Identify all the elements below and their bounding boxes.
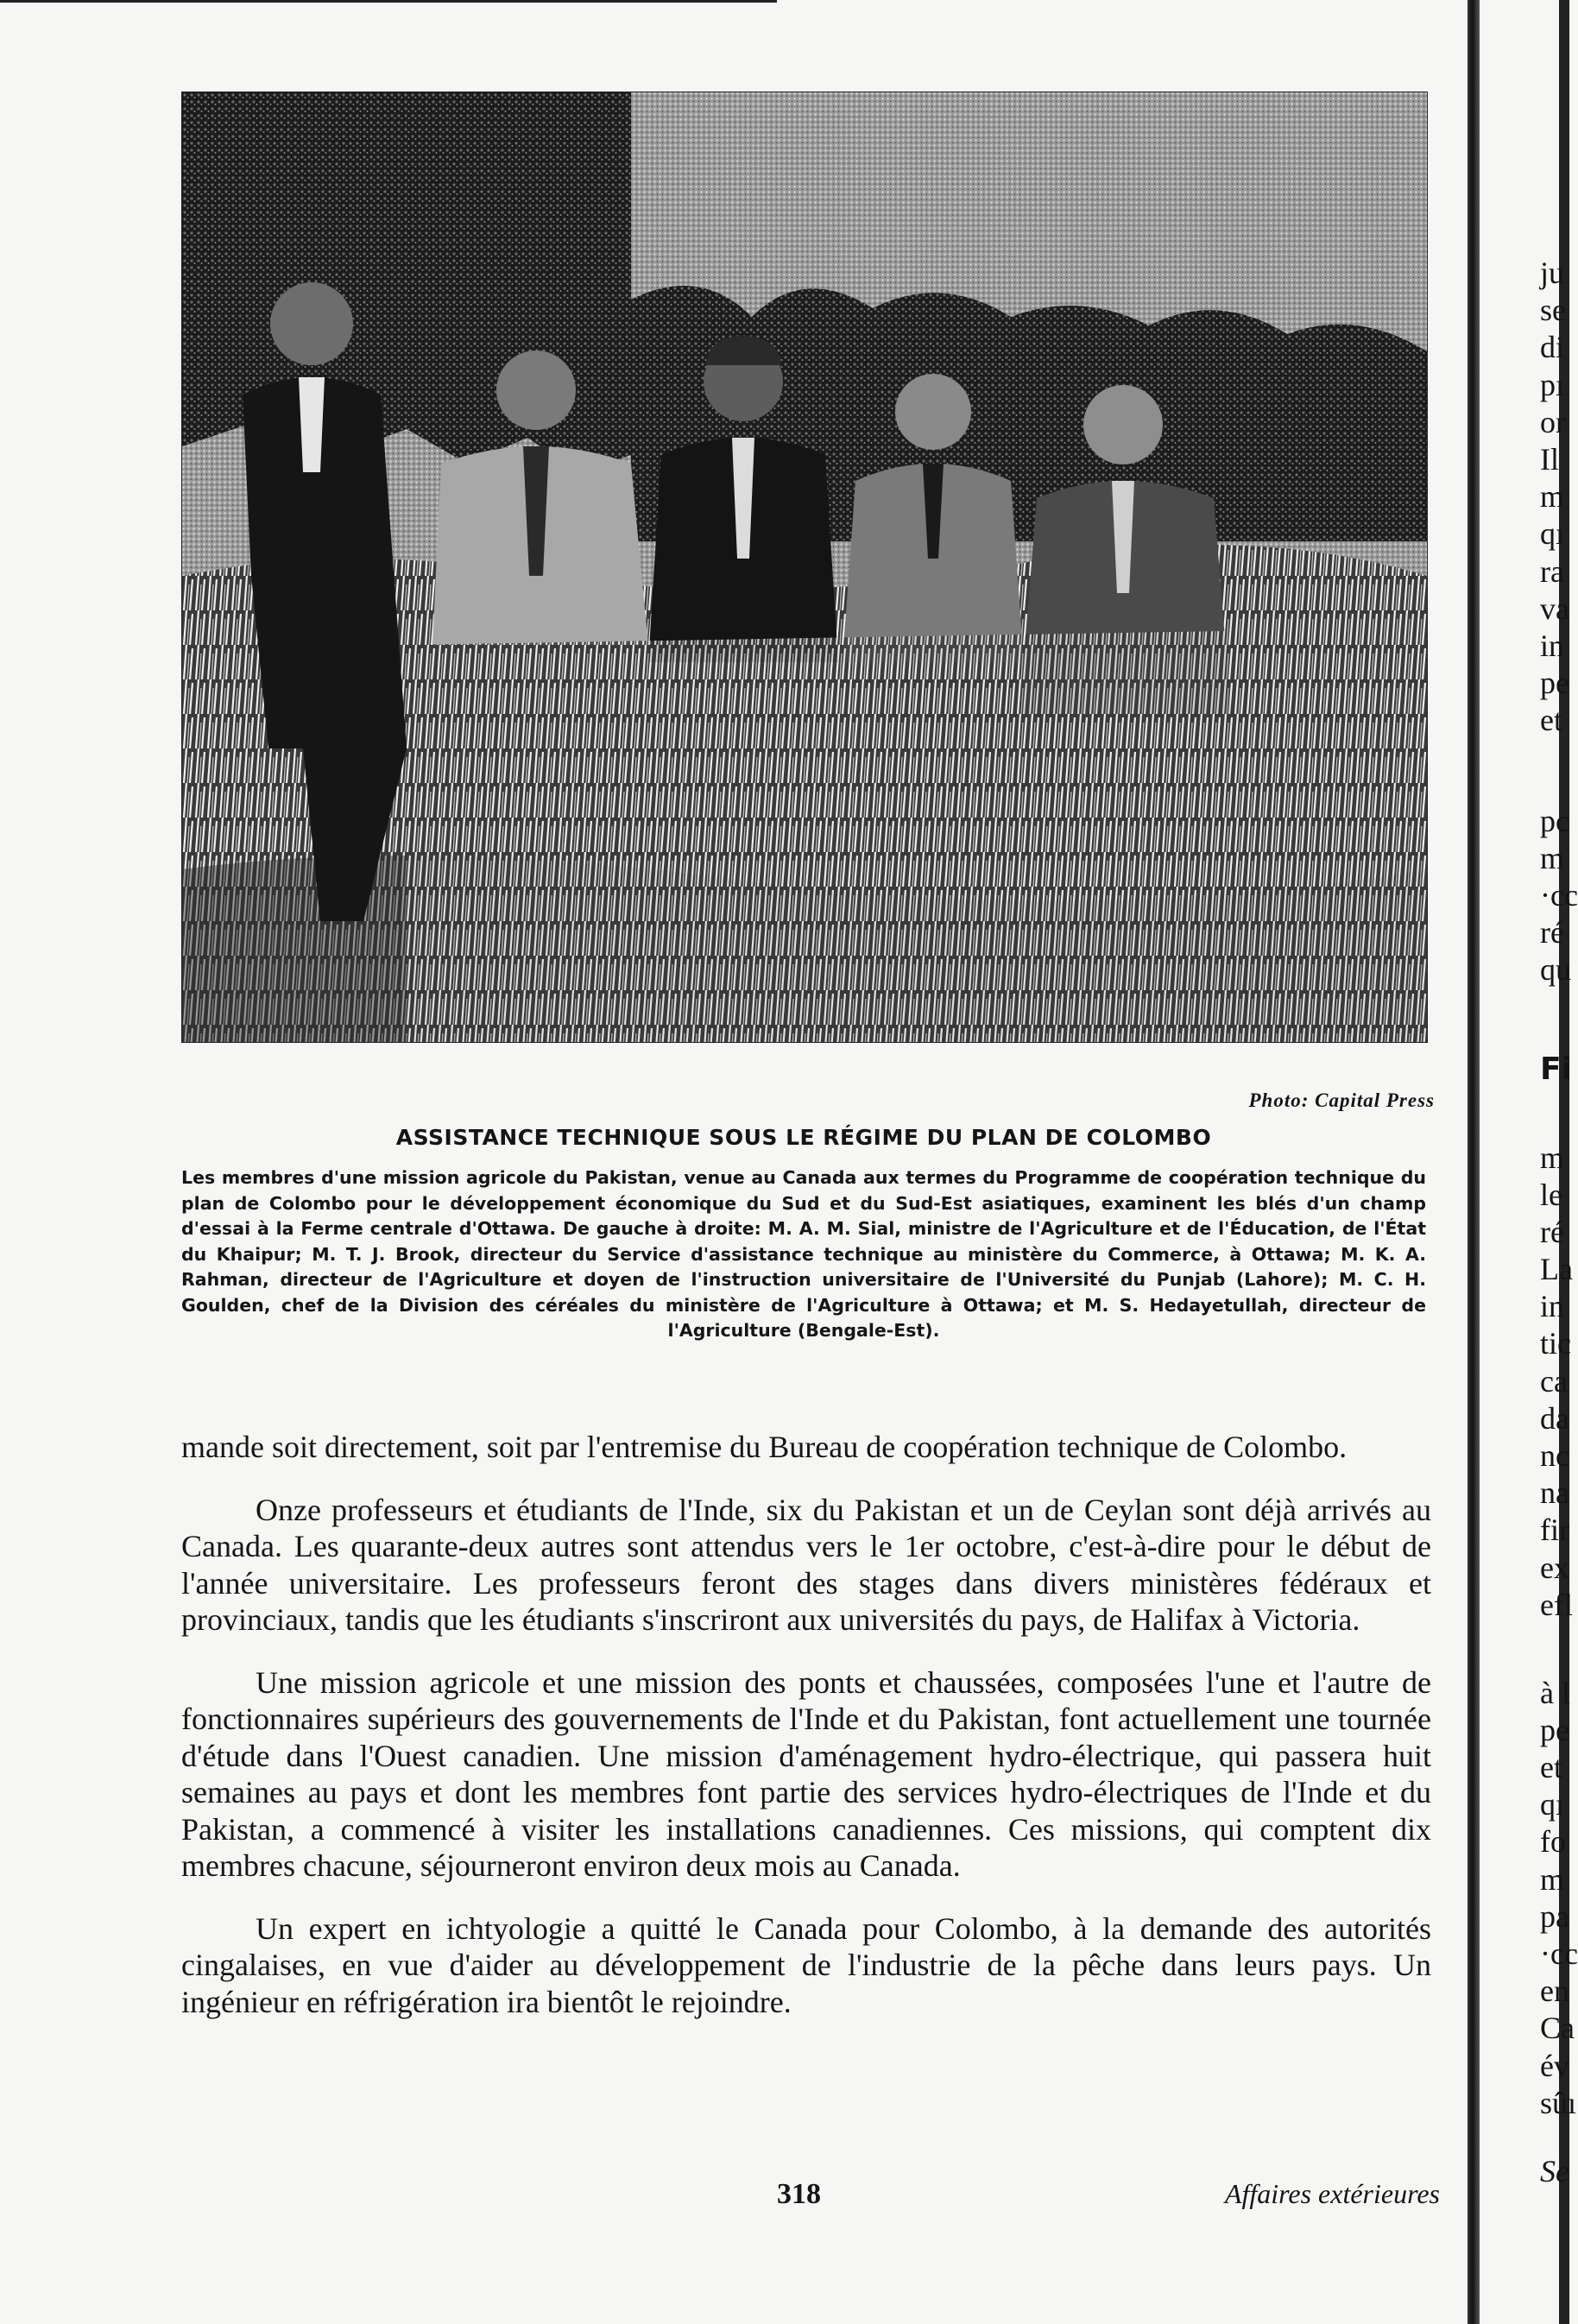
caption-text: Les membres d'une mission agricole du Pakistan, venue au Canada aux termes du Programme de coopération technique du plan de Colombo pour le développement économique du Sud et du Sud-Est asiatiques, examinent les blés d'un champ d'essai à la Ferme centrale d'Ottawa. De gauche à droite: M. A. M. Sial, ministre de l'Agriculture et de l'Éducation, de l'État du Khaipur; M. T. J. Brook, directeur du Service d'assistance technique au ministère du Commerce, à Ottawa; M. K. A. Rahman, directeur de l'Agriculture et doyen de l'instruction universitaire de l'Université du Punjab (Lahore); M. C. H. Goulden, chef de la Division des céréales du ministère de l'Agriculture à Ottawa; et M. S. Hedayetullah, directeur de l'Agriculture (Bengale-Est). xyxy=(181,1167,1426,1341)
adjacent-page-fragment: pe xyxy=(1540,1713,1569,1747)
adjacent-page-fragment: ·cc xyxy=(1540,878,1578,913)
adjacent-page-fragment: Il xyxy=(1540,442,1559,477)
running-title: Affaires extérieures xyxy=(1224,2178,1440,2209)
adjacent-page-fragment: m xyxy=(1540,1140,1565,1175)
adjacent-page-fragment: qı xyxy=(1540,516,1565,551)
adjacent-page-fragment: ·cc xyxy=(1540,1936,1578,1971)
adjacent-page-fragment: m xyxy=(1540,1862,1565,1897)
adjacent-page-fragment: se xyxy=(1540,293,1566,327)
adjacent-page-fragment: da xyxy=(1540,1401,1569,1436)
book-spine xyxy=(1468,0,1480,2324)
adjacent-page-fragment: in xyxy=(1540,1289,1565,1323)
adjacent-page-fragment: tic xyxy=(1540,1326,1571,1361)
adjacent-page-fragment: di xyxy=(1540,330,1565,364)
adjacent-page-fragment: qu xyxy=(1540,952,1571,987)
adjacent-page-fragments xyxy=(1480,0,1578,2324)
adjacent-page-fragment: m xyxy=(1540,479,1565,514)
adjacent-page-fragment: or xyxy=(1540,405,1566,439)
adjacent-page-fragment: en xyxy=(1540,1974,1569,2008)
top-rule xyxy=(0,0,777,3)
page-number: 318 xyxy=(777,2178,821,2210)
adjacent-page-fragment: ca xyxy=(1540,1364,1568,1399)
paragraph: Onze professeurs et étudiants de l'Inde, six du Pakistan et un de Ceylan sont déjà arrivés au Canada. Les quarante-deux autres sont attendus vers le 1er octobre, c'est-à-dire pour le début de l'année universitaire. Les professeurs feront des stages dans divers ministères fédéraux et provinciaux, tandis que les étudiants s'inscriront aux universités du pays, de Halifax à Victoria. xyxy=(181,1492,1431,1637)
adjacent-page-fragment: m xyxy=(1540,841,1565,875)
adjacent-page-fragment: et xyxy=(1540,703,1562,737)
adjacent-page-fragment: pa xyxy=(1540,1899,1569,1934)
adjacent-page-fragment: le xyxy=(1540,1178,1562,1212)
adjacent-page-fragment: efl xyxy=(1540,1588,1573,1622)
caption-title: ASSISTANCE TECHNIQUE SOUS LE RÉGIME DU PLAN DE COLOMBO xyxy=(395,1125,1212,1150)
adjacent-page-fragment: fir xyxy=(1540,1512,1569,1547)
adjacent-page-fragment: sûı xyxy=(1540,2086,1577,2120)
paragraph: mande soit directement, soit par l'entremise du Bureau de coopération technique de Colombo. xyxy=(181,1430,1348,1464)
adjacent-page-fragment: et xyxy=(1540,1750,1562,1784)
adjacent-page-fragment: ré xyxy=(1540,1215,1564,1249)
paragraph: Une mission agricole et une mission des ponts et chaussées, composées l'une et l'autre de fonctionnaires supérieurs des gouvernements de l'Inde et du Pakistan, font actuellement une tournée d'étude dans l'Ouest canadien. Une mission d'aménagement hydro-électrique, qui passera huit semaines au pays et dont les membres font partie des services hydro-électriques de l'Inde et du Pakistan, a commencé à visiter les installations canadiennes. Ces missions, qui comptent dix membres chacune, séjourneront environ deux mois au Canada. xyxy=(181,1664,1431,1883)
adjacent-page-fragment: na xyxy=(1540,1475,1569,1510)
adjacent-page-fragment: qı xyxy=(1540,1787,1565,1822)
photo xyxy=(181,92,1428,1043)
adjacent-page-fragment: ra xyxy=(1540,554,1564,589)
field-photo-icon xyxy=(182,92,1427,1042)
adjacent-page-fragment: va xyxy=(1540,591,1569,626)
paragraph: Un expert en ichtyologie a quitté le Canada pour Colombo, à la demande des autorités cingalaises, en vue d'aider au développement de l'industrie de la pêche dans leurs pays. Un ingénieur en réfrigération ira bientôt le rejoindre. xyxy=(181,1910,1431,2019)
adjacent-page-fragment: La xyxy=(1540,1252,1573,1286)
body-text xyxy=(181,1429,1431,2046)
adjacent-page-fragment: Se xyxy=(1540,2154,1569,2188)
adjacent-page-fragment: ex xyxy=(1540,1550,1569,1585)
adjacent-page-fragment: pc xyxy=(1540,804,1569,838)
adjacent-page-fragment: nc xyxy=(1540,1438,1569,1473)
adjacent-page-fragment: ju xyxy=(1540,256,1565,290)
adjacent-page-fragment: pe xyxy=(1540,666,1569,700)
adjacent-page-fragment: Ca xyxy=(1540,2011,1575,2045)
adjacent-page-fragment: pı xyxy=(1540,368,1565,402)
adjacent-page-fragment: in xyxy=(1540,628,1565,663)
adjacent-page-fragment: ré xyxy=(1540,915,1564,950)
adjacent-page-fragment: Fi xyxy=(1540,1051,1572,1087)
photo-credit: Photo: Capital Press xyxy=(1248,1089,1435,1111)
adjacent-page-fragment: év xyxy=(1540,2049,1569,2083)
adjacent-page-fragment: à l xyxy=(1540,1676,1570,1710)
adjacent-page-fragment: fo xyxy=(1540,1824,1566,1859)
